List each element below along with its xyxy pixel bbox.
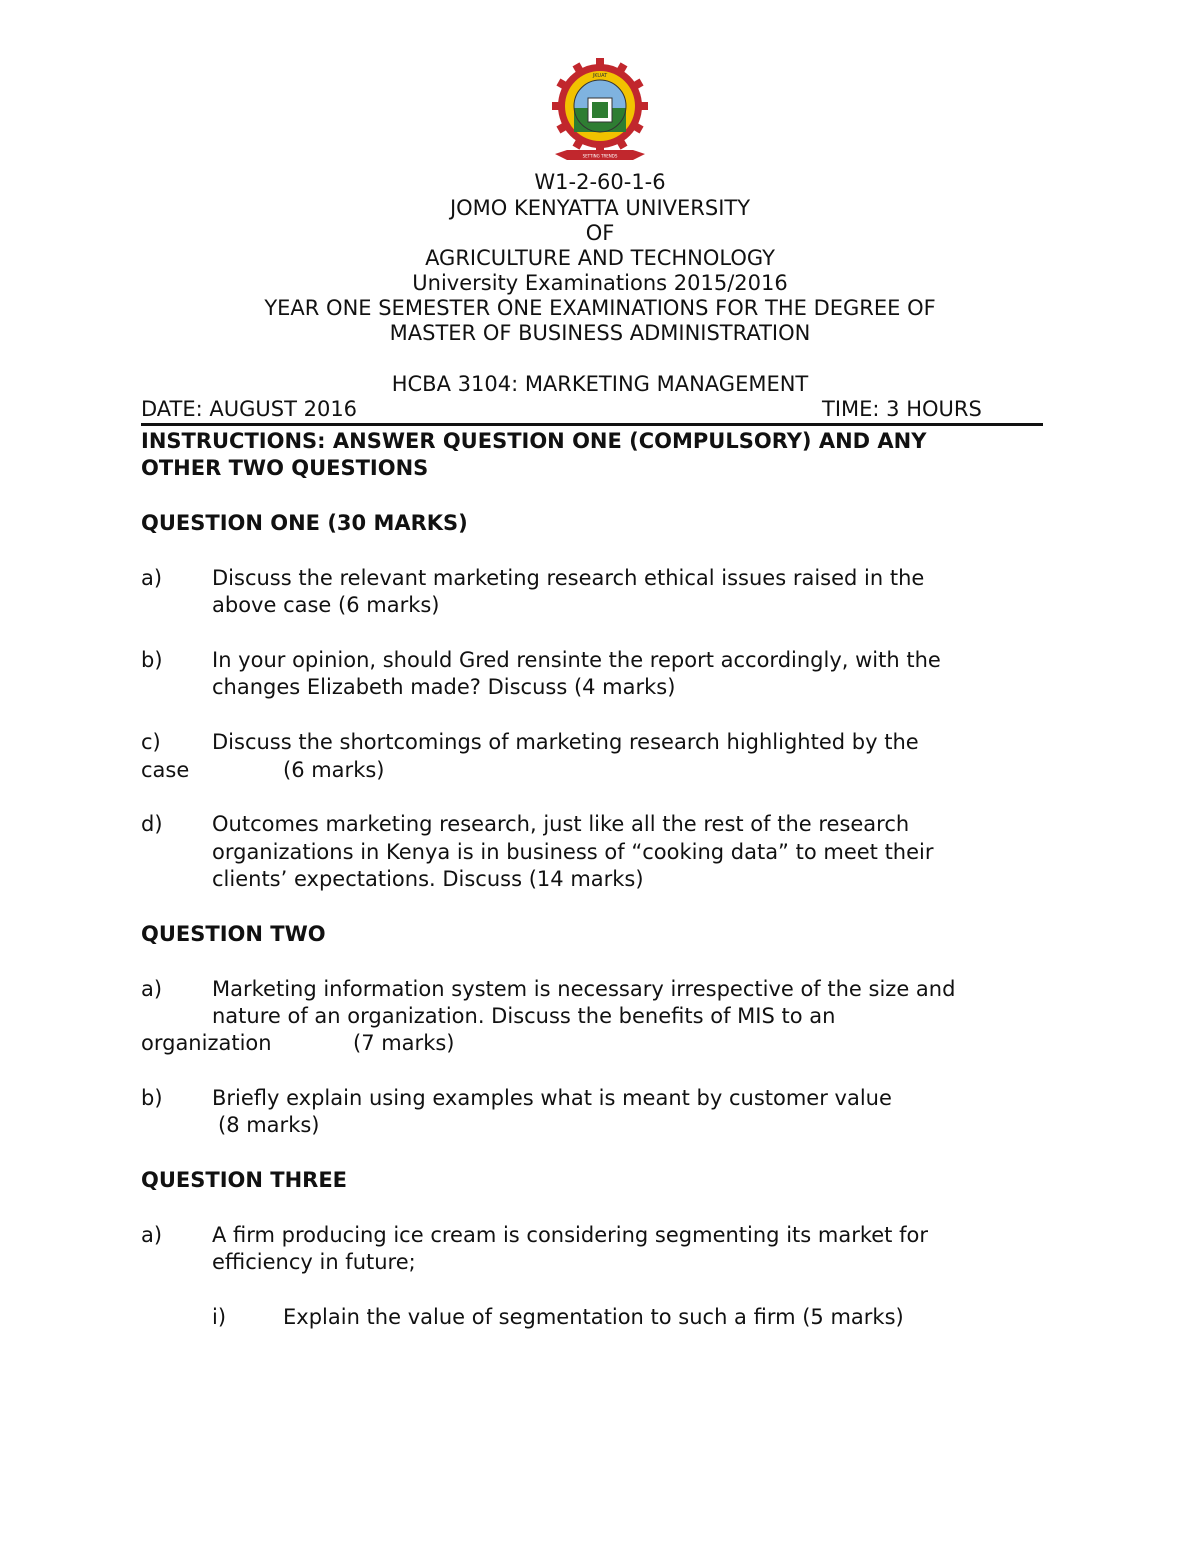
exam-description: YEAR ONE SEMESTER ONE EXAMINATIONS FOR THE DEGREE OF	[264, 296, 936, 320]
q1-c-line1: Discuss the shortcomings of marketing research highlighted by the	[212, 730, 919, 754]
q1-b-line2: changes Elizabeth made? Discuss (4 marks)	[212, 675, 676, 699]
exam-time: TIME: 3 HOURS	[822, 397, 982, 421]
q3-a-label: a)	[141, 1223, 163, 1247]
q3-i-label: i)	[212, 1305, 227, 1329]
university-name: JOMO KENYATTA UNIVERSITY	[449, 196, 751, 220]
exam-year: University Examinations 2015/2016	[412, 271, 788, 295]
q2-b-line1: Briefly explain using examples what is meant by customer value	[212, 1086, 892, 1110]
exam-date: DATE: AUGUST 2016	[141, 397, 358, 421]
svg-text:SETTING TRENDS: SETTING TRENDS	[582, 153, 618, 159]
q1-a-line2: above case (6 marks)	[212, 593, 440, 617]
q2-a-label: a)	[141, 977, 163, 1001]
q1-d-label: d)	[141, 812, 163, 836]
q1-d-line3: clients’ expectations. Discuss (14 marks)	[212, 867, 644, 891]
q2-a-line1: Marketing information system is necessary irrespective of the size and	[212, 977, 956, 1001]
university-name-line3: AGRICULTURE AND TECHNOLOGY	[425, 246, 775, 270]
q2-a-marks: (7 marks)	[353, 1031, 455, 1055]
svg-text:JKUAT: JKUAT	[592, 73, 608, 79]
course-title: HCBA 3104: MARKETING MANAGEMENT	[391, 372, 809, 396]
q1-c-marks: (6 marks)	[283, 758, 385, 782]
q1-a-label: a)	[141, 566, 163, 590]
instructions-line2: OTHER TWO QUESTIONS	[141, 456, 429, 480]
q2-b-marks: (8 marks)	[218, 1113, 320, 1137]
q2-a-line2: nature of an organization. Discuss the benefits of MIS to an	[212, 1004, 836, 1028]
q3-i-line1: Explain the value of segmentation to such a firm (5 marks)	[283, 1305, 904, 1329]
q1-b-line1: In your opinion, should Gred rensinte the report accordingly, with the	[212, 648, 941, 672]
question-one-title: QUESTION ONE (30 MARKS)	[141, 511, 468, 535]
university-logo	[547, 56, 653, 166]
q1-c-line2a: case	[141, 758, 190, 782]
q1-c-label: c)	[141, 730, 161, 754]
instructions-line1: INSTRUCTIONS: ANSWER QUESTION ONE (COMPULSORY) AND ANY	[141, 429, 927, 453]
header-divider	[141, 423, 1043, 426]
q3-a-line1: A firm producing ice cream is considering segmenting its market for	[212, 1223, 928, 1247]
q1-b-label: b)	[141, 648, 163, 672]
exam-code: W1-2-60-1-6	[534, 170, 666, 194]
question-three-title: QUESTION THREE	[141, 1168, 348, 1192]
q1-d-line2: organizations in Kenya is in business of “cooking data” to meet their	[212, 840, 934, 864]
q1-d-line1: Outcomes marketing research, just like all the rest of the research	[212, 812, 910, 836]
q2-b-label: b)	[141, 1086, 163, 1110]
degree-name: MASTER OF BUSINESS ADMINISTRATION	[389, 321, 811, 345]
q1-a-line1: Discuss the relevant marketing research ethical issues raised in the	[212, 566, 925, 590]
question-two-title: QUESTION TWO	[141, 922, 326, 946]
q3-a-line2: efficiency in future;	[212, 1250, 416, 1274]
q2-a-line3a: organization	[141, 1031, 272, 1055]
university-name-of: OF	[585, 221, 615, 245]
